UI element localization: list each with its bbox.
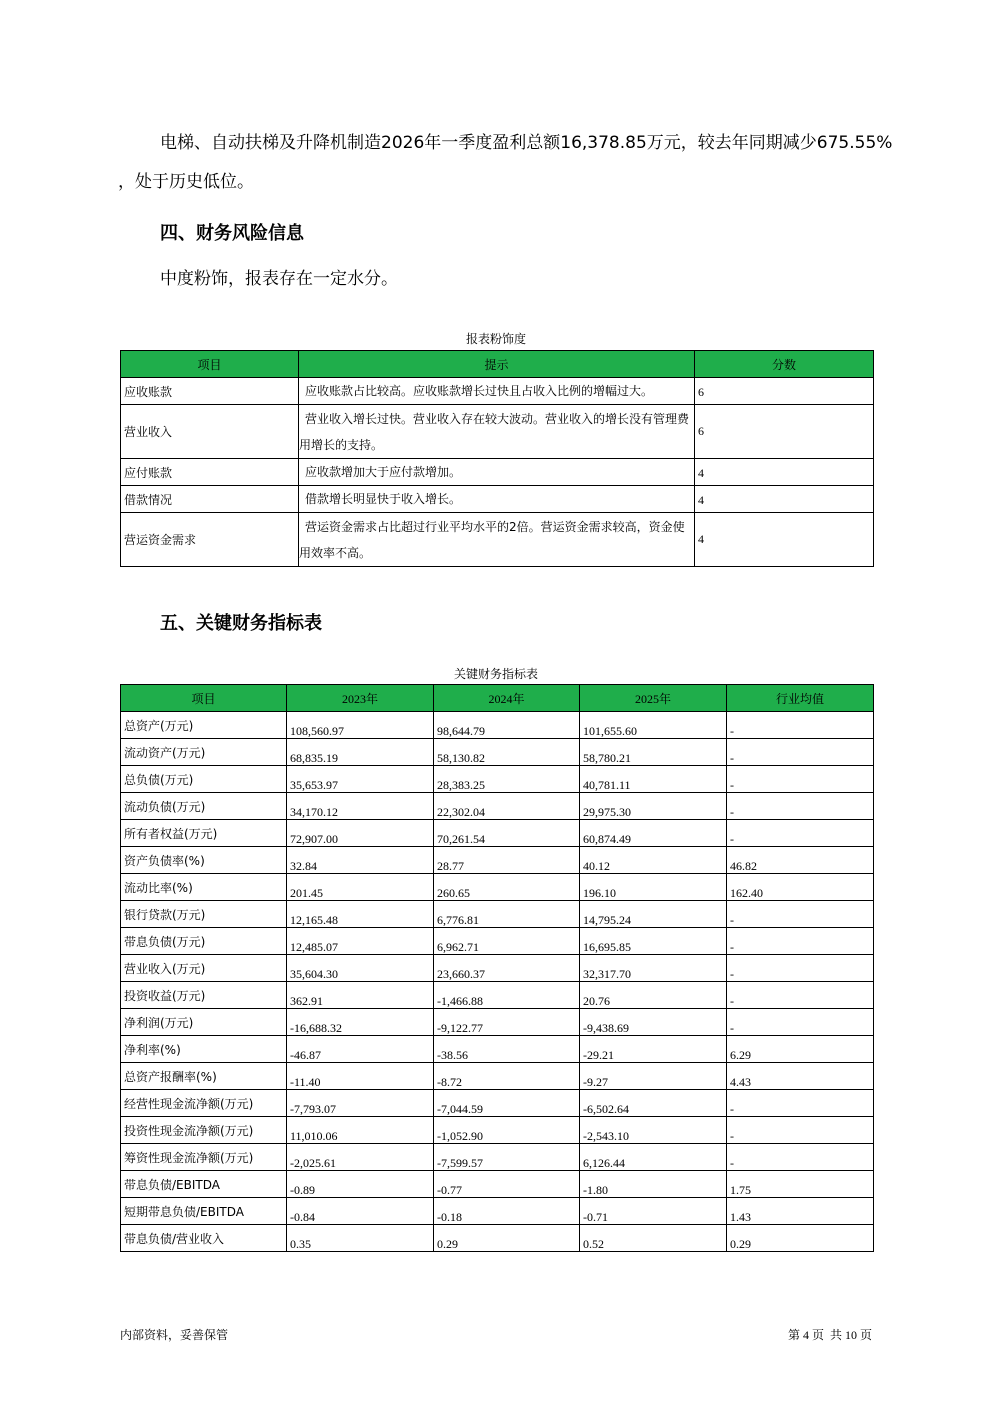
indicator-name: 流动资产(万元)	[121, 739, 287, 766]
table-row	[121, 982, 874, 1009]
row-hint: 借款增长明显快于收入增长。	[299, 486, 695, 513]
table2-header-2025: 2025年	[580, 685, 727, 712]
indicator-value: 29,975.30	[580, 793, 727, 820]
table-row	[121, 766, 874, 793]
indicator-value: -	[727, 712, 874, 739]
indicator-name: 净利润(万元)	[121, 1009, 287, 1036]
row-item: 借款情况	[121, 486, 299, 513]
indicator-value: 14,795.24	[580, 901, 727, 928]
indicator-value: 40.12	[580, 847, 727, 874]
indicator-name: 总资产报酬率(%)	[121, 1063, 287, 1090]
table-row	[121, 1144, 874, 1171]
indicator-value: 4.43	[727, 1063, 874, 1090]
table-row	[121, 378, 874, 405]
indicator-value: -6,502.64	[580, 1090, 727, 1117]
indicator-value: -	[727, 739, 874, 766]
row-score: 6	[695, 378, 874, 405]
row-item: 营运资金需求	[121, 513, 299, 567]
table-row	[121, 955, 874, 982]
indicator-value: 28,383.25	[434, 766, 580, 793]
table1-header-row	[121, 351, 874, 378]
indicator-value: 70,261.54	[434, 820, 580, 847]
indicator-value: -11.40	[287, 1063, 434, 1090]
indicator-name: 投资性现金流净额(万元)	[121, 1117, 287, 1144]
indicator-value: 12,485.07	[287, 928, 434, 955]
indicator-name: 投资收益(万元)	[121, 982, 287, 1009]
footer-page-number: 第 4 页 共 10 页	[787, 1328, 872, 1342]
indicator-value: -7,044.59	[434, 1090, 580, 1117]
table-row	[121, 739, 874, 766]
indicator-name: 资产负债率(%)	[121, 847, 287, 874]
indicator-value: 6.29	[727, 1036, 874, 1063]
indicator-value: 28.77	[434, 847, 580, 874]
table-row	[121, 405, 874, 459]
indicator-value: -	[727, 1144, 874, 1171]
indicator-name: 筹资性现金流净额(万元)	[121, 1144, 287, 1171]
indicator-value: -	[727, 1090, 874, 1117]
indicator-name: 经营性现金流净额(万元)	[121, 1090, 287, 1117]
indicator-value: -	[727, 1009, 874, 1036]
table-row	[121, 820, 874, 847]
indicator-value: 22,302.04	[434, 793, 580, 820]
indicator-value: 196.10	[580, 874, 727, 901]
indicator-value: -	[727, 982, 874, 1009]
row-hint: 应收账款占比较高。应收账款增长过快且占收入比例的增幅过大。	[299, 378, 695, 405]
row-item: 营业收入	[121, 405, 299, 459]
indicator-value: 72,907.00	[287, 820, 434, 847]
table-row	[121, 486, 874, 513]
row-score: 4	[695, 486, 874, 513]
table1-caption: 报表粉饰度	[465, 332, 526, 346]
table2-header-2023: 2023年	[287, 685, 434, 712]
indicator-name: 带息负债(万元)	[121, 928, 287, 955]
table-row	[121, 793, 874, 820]
indicator-value: 40,781.11	[580, 766, 727, 793]
indicator-value: 58,780.21	[580, 739, 727, 766]
row-hint: 应收款增加大于应付款增加。	[299, 459, 695, 486]
indicator-value: 35,653.97	[287, 766, 434, 793]
indicator-value: -	[727, 928, 874, 955]
table-row	[121, 901, 874, 928]
indicator-value: 12,165.48	[287, 901, 434, 928]
indicator-value: 20.76	[580, 982, 727, 1009]
indicator-value: -0.89	[287, 1171, 434, 1198]
indicator-value: -1,052.90	[434, 1117, 580, 1144]
table-row	[121, 459, 874, 486]
indicator-value: -29.21	[580, 1036, 727, 1063]
table-row	[121, 1063, 874, 1090]
indicator-name: 流动比率(%)	[121, 874, 287, 901]
table2-header-row	[121, 685, 874, 712]
indicator-name: 营业收入(万元)	[121, 955, 287, 982]
indicator-name: 带息负债/营业收入	[121, 1225, 287, 1252]
indicator-value: -2,543.10	[580, 1117, 727, 1144]
row-hint: 营业收入增长过快。营业收入存在较大波动。营业收入的增长没有管理费用增长的支持。	[299, 405, 695, 459]
indicator-value: -	[727, 901, 874, 928]
indicator-name: 总资产(万元)	[121, 712, 287, 739]
table-row	[121, 1117, 874, 1144]
indicator-value: 98,644.79	[434, 712, 580, 739]
indicator-value: -	[727, 793, 874, 820]
report-embellishment-table	[120, 350, 874, 567]
indicator-value: -7,793.07	[287, 1090, 434, 1117]
indicator-value: -	[727, 1117, 874, 1144]
indicator-name: 所有者权益(万元)	[121, 820, 287, 847]
table2-header-industry-avg: 行业均值	[727, 685, 874, 712]
indicator-value: -9.27	[580, 1063, 727, 1090]
table2-header-2024: 2024年	[434, 685, 580, 712]
intro-line-2: ，处于历史低位。	[118, 172, 254, 192]
row-score: 4	[695, 513, 874, 567]
indicator-value: -46.87	[287, 1036, 434, 1063]
indicator-value: -16,688.32	[287, 1009, 434, 1036]
indicator-value: 108,560.97	[287, 712, 434, 739]
indicator-value: -7,599.57	[434, 1144, 580, 1171]
table-row	[121, 847, 874, 874]
indicator-value: -1,466.88	[434, 982, 580, 1009]
indicator-value: -	[727, 766, 874, 793]
indicator-value: 0.52	[580, 1225, 727, 1252]
indicator-value: -0.84	[287, 1198, 434, 1225]
indicator-name: 总负债(万元)	[121, 766, 287, 793]
row-score: 4	[695, 459, 874, 486]
row-score: 6	[695, 405, 874, 459]
indicator-value: 58,130.82	[434, 739, 580, 766]
indicator-value: -9,438.69	[580, 1009, 727, 1036]
table-row	[121, 1009, 874, 1036]
table-row	[121, 712, 874, 739]
indicator-value: 16,695.85	[580, 928, 727, 955]
indicator-value: 11,010.06	[287, 1117, 434, 1144]
indicator-value: -2,025.61	[287, 1144, 434, 1171]
indicator-name: 带息负债/EBITDA	[121, 1171, 287, 1198]
indicator-value: 162.40	[727, 874, 874, 901]
indicator-value: -	[727, 955, 874, 982]
indicator-value: 362.91	[287, 982, 434, 1009]
indicator-value: 46.82	[727, 847, 874, 874]
indicator-value: 260.65	[434, 874, 580, 901]
table-row	[121, 874, 874, 901]
indicator-value: 35,604.30	[287, 955, 434, 982]
table-row	[121, 1225, 874, 1252]
indicator-value: 6,962.71	[434, 928, 580, 955]
key-financial-indicators-table	[120, 684, 874, 1252]
table-row	[121, 513, 874, 567]
indicator-value: 32.84	[287, 847, 434, 874]
indicator-value: 101,655.60	[580, 712, 727, 739]
table-row	[121, 1036, 874, 1063]
indicator-name: 净利率(%)	[121, 1036, 287, 1063]
indicator-value: 34,170.12	[287, 793, 434, 820]
indicator-value: -	[727, 820, 874, 847]
indicator-value: -38.56	[434, 1036, 580, 1063]
indicator-value: 0.29	[727, 1225, 874, 1252]
intro-line-1: 电梯、自动扶梯及升降机制造2026年一季度盈利总额16,378.85万元，较去年同期减少675.55%	[160, 133, 893, 153]
indicator-value: 0.35	[287, 1225, 434, 1252]
indicator-value: 23,660.37	[434, 955, 580, 982]
indicator-name: 短期带息负债/EBITDA	[121, 1198, 287, 1225]
indicator-value: 6,126.44	[580, 1144, 727, 1171]
table-row	[121, 928, 874, 955]
footer-confidential-note: 内部资料，妥善保管	[120, 1328, 229, 1342]
indicator-value: -0.18	[434, 1198, 580, 1225]
table1-header-score: 分数	[695, 351, 874, 378]
indicator-value: 32,317.70	[580, 955, 727, 982]
table-row	[121, 1171, 874, 1198]
indicator-value: 1.43	[727, 1198, 874, 1225]
indicator-value: -0.77	[434, 1171, 580, 1198]
indicator-value: 6,776.81	[434, 901, 580, 928]
indicator-value: 201.45	[287, 874, 434, 901]
section-5-heading: 五、关键财务指标表	[160, 613, 322, 634]
table-row	[121, 1198, 874, 1225]
row-hint: 营运资金需求占比超过行业平均水平的2倍。营运资金需求较高，资金使用效率不高。	[299, 513, 695, 567]
indicator-name: 银行贷款(万元)	[121, 901, 287, 928]
row-item: 应收账款	[121, 378, 299, 405]
indicator-value: 68,835.19	[287, 739, 434, 766]
table2-caption: 关键财务指标表	[453, 667, 538, 681]
indicator-value: 60,874.49	[580, 820, 727, 847]
indicator-value: -8.72	[434, 1063, 580, 1090]
row-item: 应付账款	[121, 459, 299, 486]
section-4-heading: 四、财务风险信息	[160, 223, 304, 244]
table-row	[121, 1090, 874, 1117]
indicator-value: -0.71	[580, 1198, 727, 1225]
section-4-text: 中度粉饰，报表存在一定水分。	[160, 269, 398, 289]
table2-header-item: 项目	[121, 685, 287, 712]
table1-header-hint: 提示	[299, 351, 695, 378]
indicator-value: 1.75	[727, 1171, 874, 1198]
indicator-value: -9,122.77	[434, 1009, 580, 1036]
indicator-value: -1.80	[580, 1171, 727, 1198]
indicator-name: 流动负债(万元)	[121, 793, 287, 820]
indicator-value: 0.29	[434, 1225, 580, 1252]
table1-header-item: 项目	[121, 351, 299, 378]
